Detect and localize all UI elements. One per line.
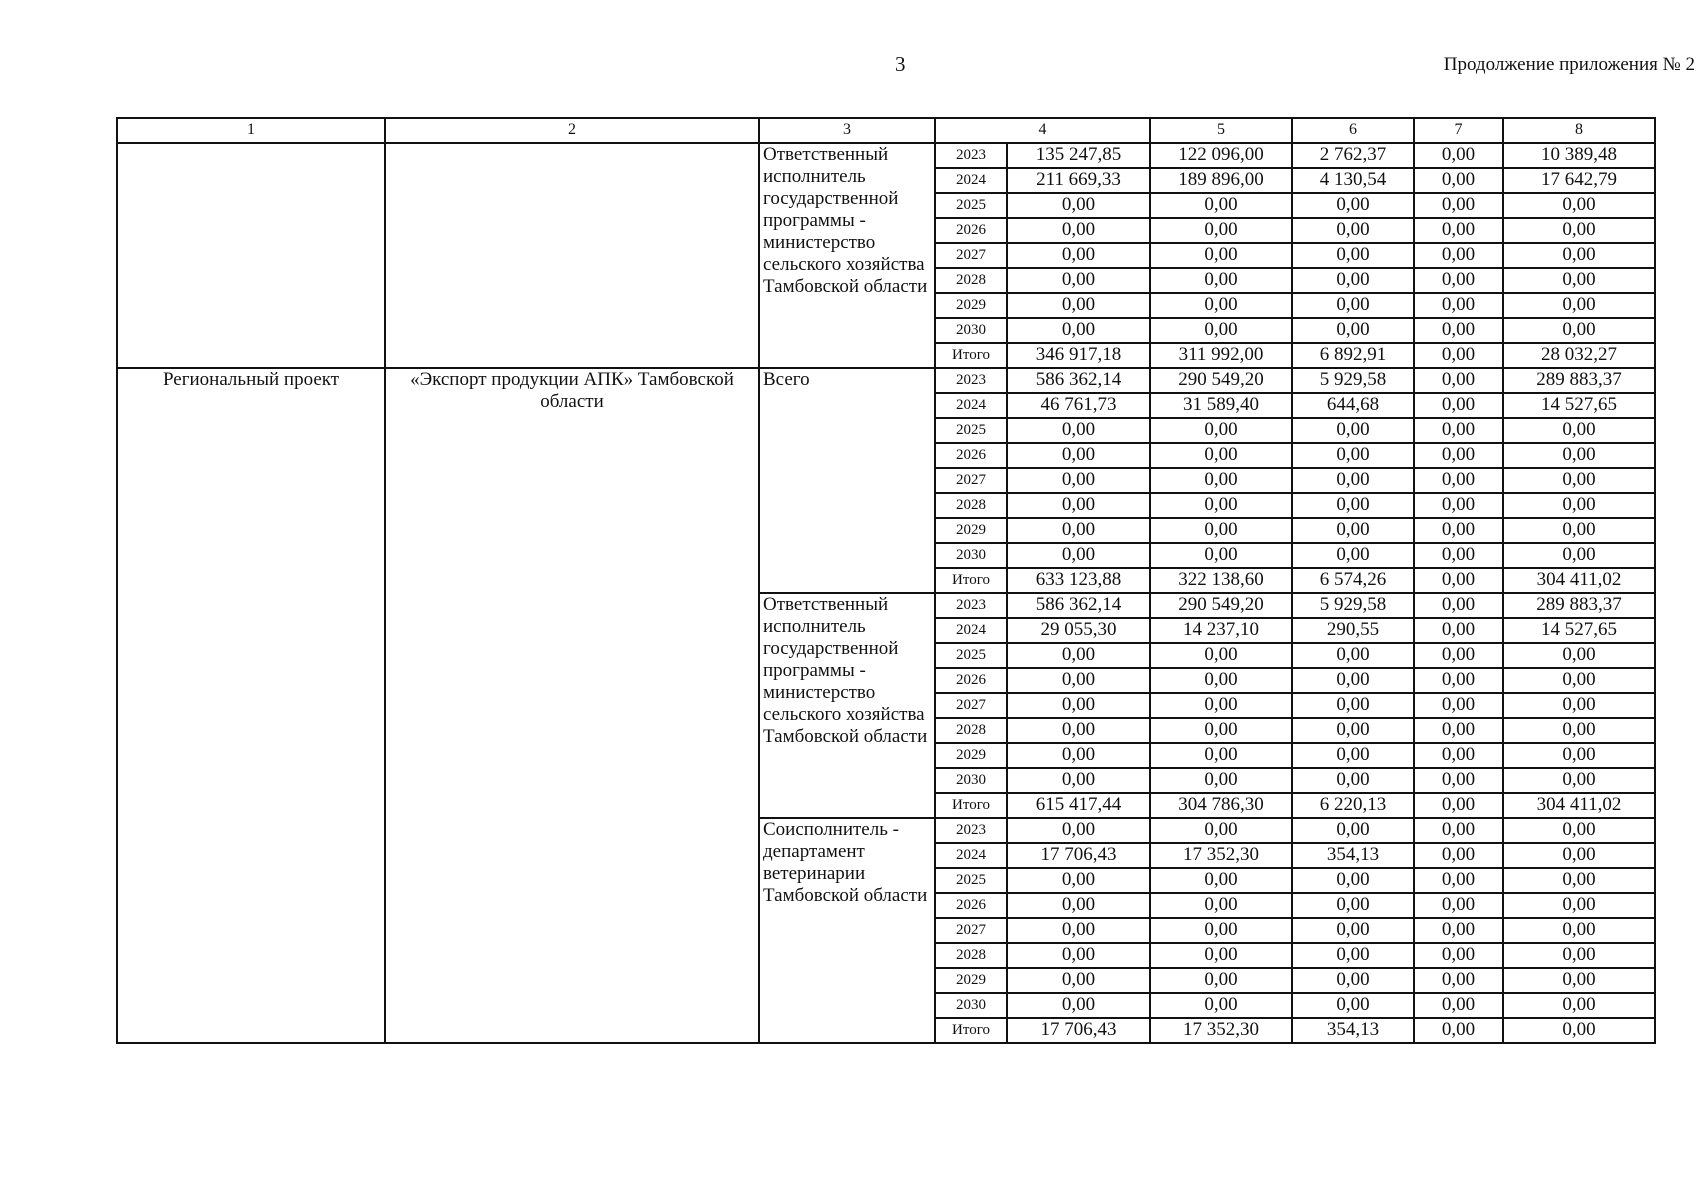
amount-cell-8: 304 411,02: [1503, 568, 1655, 593]
amount-cell-7: 0,00: [1414, 143, 1503, 168]
amount-cell-6: 0,00: [1292, 243, 1414, 268]
continuation-caption: Продолжение приложения № 2: [1443, 54, 1695, 75]
amount-cell-6: 354,13: [1292, 1018, 1414, 1043]
amount-cell-4: 346 917,18: [1007, 343, 1150, 368]
amount-cell-6: 4 130,54: [1292, 168, 1414, 193]
amount-cell-5: 322 138,60: [1150, 568, 1292, 593]
amount-cell-4: 0,00: [1007, 693, 1150, 718]
amount-cell-5: 0,00: [1150, 918, 1292, 943]
header-cell-7: 7: [1414, 118, 1503, 143]
year-cell: Итого: [935, 343, 1007, 368]
amount-cell-4: 0,00: [1007, 543, 1150, 568]
amount-cell-7: 0,00: [1414, 568, 1503, 593]
amount-cell-7: 0,00: [1414, 993, 1503, 1018]
amount-cell-6: 0,00: [1292, 743, 1414, 768]
amount-cell-4: 633 123,88: [1007, 568, 1150, 593]
header-cell-3: 3: [759, 118, 935, 143]
amount-cell-8: 0,00: [1503, 468, 1655, 493]
amount-cell-4: 0,00: [1007, 968, 1150, 993]
amount-cell-5: 0,00: [1150, 543, 1292, 568]
year-cell: Итого: [935, 793, 1007, 818]
amount-cell-7: 0,00: [1414, 643, 1503, 668]
header-cell-1: 1: [117, 118, 385, 143]
amount-cell-6: 0,00: [1292, 468, 1414, 493]
table-row: [117, 143, 1655, 168]
amount-cell-7: 0,00: [1414, 543, 1503, 568]
section-name-cell: «Экспорт продукции АПК» Тамбовской области: [385, 368, 759, 1043]
amount-cell-6: 0,00: [1292, 993, 1414, 1018]
year-cell: 2027: [935, 693, 1007, 718]
amount-cell-4: 0,00: [1007, 193, 1150, 218]
year-cell: 2023: [935, 593, 1007, 618]
amount-cell-7: 0,00: [1414, 668, 1503, 693]
amount-cell-8: 0,00: [1503, 218, 1655, 243]
amount-cell-5: 0,00: [1150, 818, 1292, 843]
amount-cell-8: 0,00: [1503, 418, 1655, 443]
amount-cell-8: 0,00: [1503, 293, 1655, 318]
amount-cell-7: 0,00: [1414, 843, 1503, 868]
header-row: [117, 118, 1655, 143]
amount-cell-6: 0,00: [1292, 893, 1414, 918]
amount-cell-7: 0,00: [1414, 393, 1503, 418]
amount-cell-5: 0,00: [1150, 518, 1292, 543]
amount-cell-5: 0,00: [1150, 718, 1292, 743]
amount-cell-8: 0,00: [1503, 893, 1655, 918]
amount-cell-8: 0,00: [1503, 243, 1655, 268]
amount-cell-6: 0,00: [1292, 218, 1414, 243]
year-cell: 2026: [935, 893, 1007, 918]
amount-cell-5: 122 096,00: [1150, 143, 1292, 168]
amount-cell-7: 0,00: [1414, 1018, 1503, 1043]
amount-cell-8: 0,00: [1503, 843, 1655, 868]
amount-cell-7: 0,00: [1414, 693, 1503, 718]
amount-cell-7: 0,00: [1414, 868, 1503, 893]
year-cell: 2028: [935, 493, 1007, 518]
amount-cell-8: 28 032,27: [1503, 343, 1655, 368]
amount-cell-5: 0,00: [1150, 443, 1292, 468]
amount-cell-6: 6 892,91: [1292, 343, 1414, 368]
amount-cell-8: 0,00: [1503, 868, 1655, 893]
amount-cell-4: 0,00: [1007, 743, 1150, 768]
amount-cell-5: 0,00: [1150, 968, 1292, 993]
header-cell-4: 4: [935, 118, 1150, 143]
amount-cell-7: 0,00: [1414, 493, 1503, 518]
executor-cell: Всего: [759, 368, 935, 593]
amount-cell-5: 0,00: [1150, 268, 1292, 293]
amount-cell-5: 17 352,30: [1150, 843, 1292, 868]
header-cell-2: 2: [385, 118, 759, 143]
section-type-cell: [117, 143, 385, 368]
year-cell: 2028: [935, 268, 1007, 293]
amount-cell-5: 0,00: [1150, 668, 1292, 693]
year-cell: 2026: [935, 443, 1007, 468]
year-cell: 2025: [935, 418, 1007, 443]
amount-cell-6: 2 762,37: [1292, 143, 1414, 168]
amount-cell-5: 0,00: [1150, 693, 1292, 718]
amount-cell-5: 311 992,00: [1150, 343, 1292, 368]
page-number: 3: [895, 52, 906, 76]
executor-cell: Соисполнитель - департамент ветеринарии Тамбовской области: [759, 818, 935, 1043]
amount-cell-4: 0,00: [1007, 768, 1150, 793]
year-cell: 2027: [935, 468, 1007, 493]
amount-cell-6: 0,00: [1292, 918, 1414, 943]
amount-cell-5: 0,00: [1150, 293, 1292, 318]
header-cell-5: 5: [1150, 118, 1292, 143]
amount-cell-5: 0,00: [1150, 868, 1292, 893]
amount-cell-6: 0,00: [1292, 968, 1414, 993]
amount-cell-5: 0,00: [1150, 318, 1292, 343]
amount-cell-5: 0,00: [1150, 943, 1292, 968]
amount-cell-4: 0,00: [1007, 993, 1150, 1018]
header-cell-6: 6: [1292, 118, 1414, 143]
amount-cell-8: 304 411,02: [1503, 793, 1655, 818]
amount-cell-8: 0,00: [1503, 743, 1655, 768]
amount-cell-6: 354,13: [1292, 843, 1414, 868]
year-cell: Итого: [935, 1018, 1007, 1043]
amount-cell-6: 0,00: [1292, 868, 1414, 893]
amount-cell-7: 0,00: [1414, 318, 1503, 343]
amount-cell-8: 0,00: [1503, 268, 1655, 293]
amount-cell-6: 0,00: [1292, 493, 1414, 518]
section-name-cell: [385, 143, 759, 368]
year-cell: 2026: [935, 668, 1007, 693]
amount-cell-6: 0,00: [1292, 943, 1414, 968]
amount-cell-6: 6 220,13: [1292, 793, 1414, 818]
amount-cell-4: 586 362,14: [1007, 593, 1150, 618]
amount-cell-4: 0,00: [1007, 518, 1150, 543]
amount-cell-6: 0,00: [1292, 543, 1414, 568]
amount-cell-8: 0,00: [1503, 643, 1655, 668]
amount-cell-6: 0,00: [1292, 768, 1414, 793]
amount-cell-4: 0,00: [1007, 868, 1150, 893]
year-cell: 2030: [935, 993, 1007, 1018]
year-cell: 2030: [935, 318, 1007, 343]
amount-cell-5: 290 549,20: [1150, 368, 1292, 393]
amount-cell-4: 46 761,73: [1007, 393, 1150, 418]
amount-cell-5: 304 786,30: [1150, 793, 1292, 818]
amount-cell-5: 0,00: [1150, 893, 1292, 918]
amount-cell-4: 211 669,33: [1007, 168, 1150, 193]
table-row: [117, 368, 1655, 393]
year-cell: Итого: [935, 568, 1007, 593]
amount-cell-7: 0,00: [1414, 618, 1503, 643]
amount-cell-7: 0,00: [1414, 943, 1503, 968]
amount-cell-4: 0,00: [1007, 818, 1150, 843]
amount-cell-7: 0,00: [1414, 593, 1503, 618]
section-type-cell: Региональный проект: [117, 368, 385, 1043]
amount-cell-4: 0,00: [1007, 493, 1150, 518]
year-cell: 2024: [935, 843, 1007, 868]
amount-cell-8: 0,00: [1503, 993, 1655, 1018]
amount-cell-4: 615 417,44: [1007, 793, 1150, 818]
amount-cell-4: 0,00: [1007, 418, 1150, 443]
amount-cell-7: 0,00: [1414, 193, 1503, 218]
amount-cell-6: 0,00: [1292, 693, 1414, 718]
amount-cell-4: 0,00: [1007, 318, 1150, 343]
amount-cell-5: 0,00: [1150, 643, 1292, 668]
amount-cell-4: 586 362,14: [1007, 368, 1150, 393]
year-cell: 2030: [935, 543, 1007, 568]
amount-cell-6: 5 929,58: [1292, 593, 1414, 618]
amount-cell-6: 0,00: [1292, 293, 1414, 318]
amount-cell-7: 0,00: [1414, 968, 1503, 993]
year-cell: 2024: [935, 618, 1007, 643]
amount-cell-6: 0,00: [1292, 318, 1414, 343]
year-cell: 2023: [935, 368, 1007, 393]
amount-cell-4: 29 055,30: [1007, 618, 1150, 643]
year-cell: 2025: [935, 193, 1007, 218]
amount-cell-8: 0,00: [1503, 818, 1655, 843]
year-cell: 2028: [935, 943, 1007, 968]
year-cell: 2029: [935, 743, 1007, 768]
year-cell: 2029: [935, 293, 1007, 318]
year-cell: 2026: [935, 218, 1007, 243]
amount-cell-5: 0,00: [1150, 218, 1292, 243]
amount-cell-7: 0,00: [1414, 268, 1503, 293]
year-cell: 2023: [935, 818, 1007, 843]
budget-table: [116, 117, 1656, 1044]
amount-cell-8: 0,00: [1503, 668, 1655, 693]
amount-cell-5: 0,00: [1150, 493, 1292, 518]
amount-cell-5: 0,00: [1150, 243, 1292, 268]
amount-cell-8: 289 883,37: [1503, 593, 1655, 618]
amount-cell-8: 17 642,79: [1503, 168, 1655, 193]
amount-cell-4: 0,00: [1007, 293, 1150, 318]
amount-cell-5: 290 549,20: [1150, 593, 1292, 618]
amount-cell-7: 0,00: [1414, 818, 1503, 843]
amount-cell-6: 644,68: [1292, 393, 1414, 418]
amount-cell-4: 0,00: [1007, 443, 1150, 468]
year-cell: 2030: [935, 768, 1007, 793]
amount-cell-5: 0,00: [1150, 468, 1292, 493]
amount-cell-7: 0,00: [1414, 343, 1503, 368]
amount-cell-4: 0,00: [1007, 943, 1150, 968]
year-cell: 2027: [935, 918, 1007, 943]
amount-cell-8: 0,00: [1503, 768, 1655, 793]
amount-cell-5: 0,00: [1150, 193, 1292, 218]
amount-cell-8: 0,00: [1503, 318, 1655, 343]
amount-cell-8: 0,00: [1503, 1018, 1655, 1043]
amount-cell-7: 0,00: [1414, 418, 1503, 443]
amount-cell-6: 0,00: [1292, 418, 1414, 443]
amount-cell-6: 0,00: [1292, 518, 1414, 543]
amount-cell-4: 0,00: [1007, 468, 1150, 493]
amount-cell-6: 5 929,58: [1292, 368, 1414, 393]
amount-cell-4: 0,00: [1007, 668, 1150, 693]
amount-cell-4: 17 706,43: [1007, 1018, 1150, 1043]
amount-cell-8: 14 527,65: [1503, 618, 1655, 643]
amount-cell-7: 0,00: [1414, 243, 1503, 268]
amount-cell-8: 0,00: [1503, 193, 1655, 218]
amount-cell-6: 0,00: [1292, 668, 1414, 693]
amount-cell-4: 0,00: [1007, 918, 1150, 943]
amount-cell-5: 0,00: [1150, 768, 1292, 793]
amount-cell-5: 189 896,00: [1150, 168, 1292, 193]
executor-cell: Ответственный исполнитель государственной программы - министерство сельского хозяйства Тамбовской области: [759, 593, 935, 818]
amount-cell-8: 0,00: [1503, 918, 1655, 943]
amount-cell-8: 0,00: [1503, 943, 1655, 968]
amount-cell-4: 0,00: [1007, 268, 1150, 293]
amount-cell-8: 0,00: [1503, 518, 1655, 543]
year-cell: 2024: [935, 168, 1007, 193]
amount-cell-8: 10 389,48: [1503, 143, 1655, 168]
amount-cell-4: 0,00: [1007, 243, 1150, 268]
amount-cell-6: 6 574,26: [1292, 568, 1414, 593]
amount-cell-8: 289 883,37: [1503, 368, 1655, 393]
amount-cell-5: 0,00: [1150, 418, 1292, 443]
amount-cell-7: 0,00: [1414, 518, 1503, 543]
year-cell: 2028: [935, 718, 1007, 743]
amount-cell-8: 0,00: [1503, 968, 1655, 993]
amount-cell-5: 17 352,30: [1150, 1018, 1292, 1043]
amount-cell-8: 0,00: [1503, 493, 1655, 518]
amount-cell-4: 135 247,85: [1007, 143, 1150, 168]
amount-cell-8: 0,00: [1503, 543, 1655, 568]
executor-cell: Ответственный исполнитель государственной программы - министерство сельского хозяйства Тамбовской области: [759, 143, 935, 368]
amount-cell-7: 0,00: [1414, 293, 1503, 318]
amount-cell-7: 0,00: [1414, 793, 1503, 818]
amount-cell-4: 17 706,43: [1007, 843, 1150, 868]
year-cell: 2025: [935, 643, 1007, 668]
amount-cell-8: 14 527,65: [1503, 393, 1655, 418]
amount-cell-7: 0,00: [1414, 768, 1503, 793]
amount-cell-7: 0,00: [1414, 918, 1503, 943]
amount-cell-7: 0,00: [1414, 743, 1503, 768]
year-cell: 2027: [935, 243, 1007, 268]
amount-cell-4: 0,00: [1007, 718, 1150, 743]
amount-cell-6: 0,00: [1292, 193, 1414, 218]
year-cell: 2029: [935, 518, 1007, 543]
amount-cell-5: 0,00: [1150, 993, 1292, 1018]
amount-cell-6: 0,00: [1292, 818, 1414, 843]
amount-cell-7: 0,00: [1414, 468, 1503, 493]
amount-cell-8: 0,00: [1503, 718, 1655, 743]
amount-cell-5: 0,00: [1150, 743, 1292, 768]
amount-cell-8: 0,00: [1503, 443, 1655, 468]
year-cell: 2024: [935, 393, 1007, 418]
amount-cell-4: 0,00: [1007, 643, 1150, 668]
amount-cell-6: 0,00: [1292, 268, 1414, 293]
header-cell-8: 8: [1503, 118, 1655, 143]
amount-cell-7: 0,00: [1414, 893, 1503, 918]
amount-cell-4: 0,00: [1007, 893, 1150, 918]
year-cell: 2029: [935, 968, 1007, 993]
amount-cell-6: 0,00: [1292, 643, 1414, 668]
amount-cell-7: 0,00: [1414, 443, 1503, 468]
amount-cell-5: 14 237,10: [1150, 618, 1292, 643]
amount-cell-7: 0,00: [1414, 368, 1503, 393]
amount-cell-6: 290,55: [1292, 618, 1414, 643]
amount-cell-7: 0,00: [1414, 718, 1503, 743]
amount-cell-6: 0,00: [1292, 718, 1414, 743]
amount-cell-5: 31 589,40: [1150, 393, 1292, 418]
amount-cell-7: 0,00: [1414, 218, 1503, 243]
year-cell: 2025: [935, 868, 1007, 893]
amount-cell-4: 0,00: [1007, 218, 1150, 243]
amount-cell-7: 0,00: [1414, 168, 1503, 193]
amount-cell-8: 0,00: [1503, 693, 1655, 718]
amount-cell-6: 0,00: [1292, 443, 1414, 468]
year-cell: 2023: [935, 143, 1007, 168]
